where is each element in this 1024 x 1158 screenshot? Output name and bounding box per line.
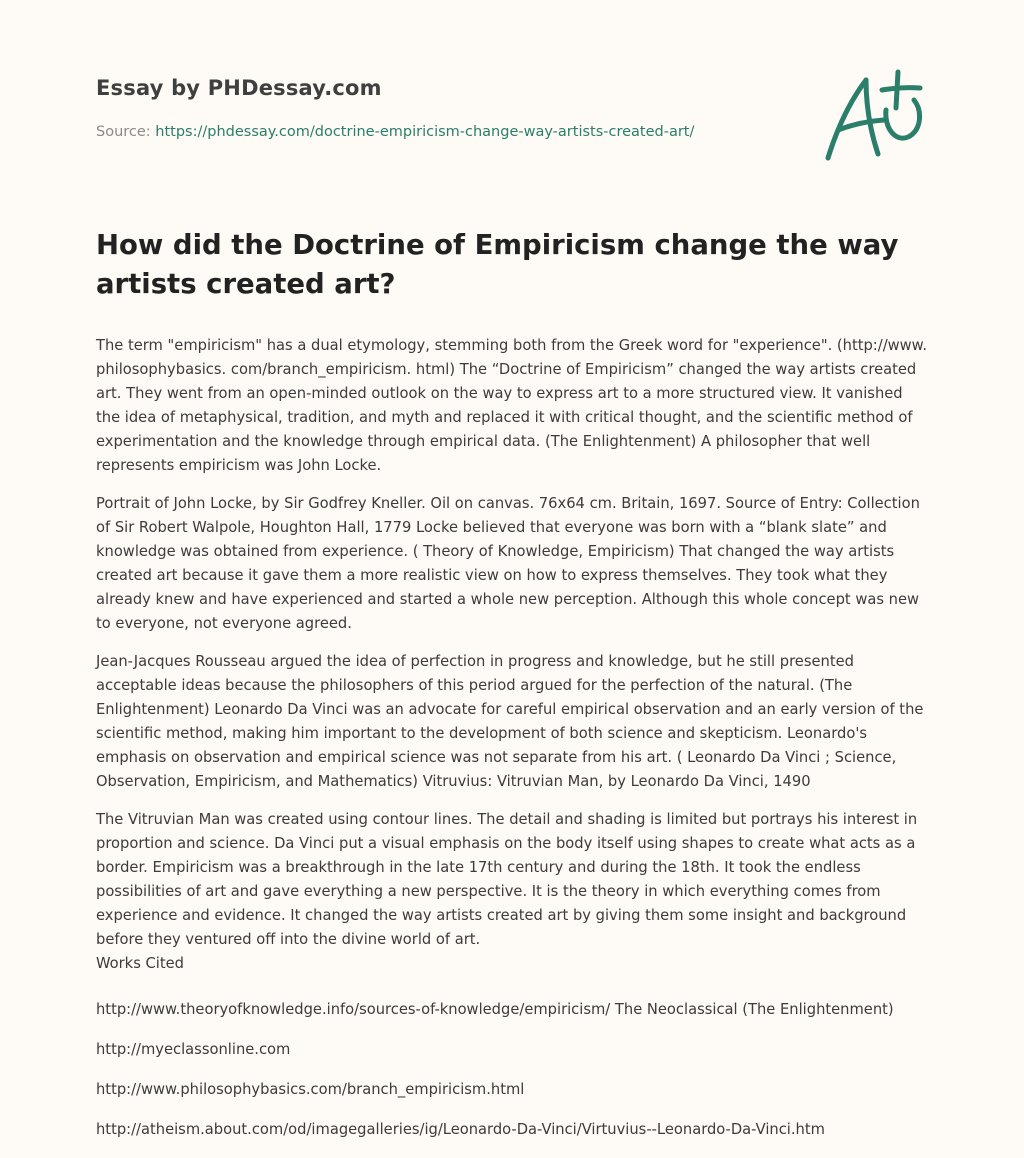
works-cited-item: http://atheism.about.com/od/imagegalleries/ig/Leonardo-Da-Vinci/Virtuvius--Leonardo-Da-Vinci.htm	[96, 1121, 825, 1138]
essay-paragraph: Portrait of John Locke, by Sir Godfrey Kneller. Oil on canvas. 76x64 cm. Britain, 1697. Source of Entry: Collection of Sir Robert Walpole, Houghton Hall, 1779 Locke believed that everyone was born with a “blank slate” and knowledge was obtained from experience. ( Theory of Knowledge, Empiricism) That changed the way artists created art because it gave them a more realistic view on how to express themselves. They took what they already knew and have experienced and started a whole new perception. Although this whole concept was new to everyone, not everyone agreed.	[96, 495, 920, 632]
source-line	[96, 124, 694, 140]
essay-paragraph: The term "empiricism" has a dual etymology, stemming both from the Greek word for "experience". (http://www. philosophybasics. com/branch_empiricism. html) The “Doctrine of Empiricism” changed the way artists created art. They went from an open-minded outlook on the way to express art to a more structured view. It vanished the idea of metaphysical, tradition, and myth and replaced it with critical thought, and the scientific method of experimentation and the knowledge through empirical data. (The Enlightenment) A philosopher that well represents empiricism was John Locke.	[96, 337, 928, 474]
works-cited-item: http://www.theoryofknowledge.info/sources-of-knowledge/empiricism/ The Neoclassical (The Enlightenment)	[96, 1001, 894, 1018]
essay-paragraph: The Vitruvian Man was created using contour lines. The detail and shading is limited but portrays his interest in proportion and science. Da Vinci put a visual emphasis on the body itself using shapes to create what acts as a border. Empiricism was a breakthrough in the late 17th century and during the 18th. It took the endless possibilities of art and gave everything a new perspective. It is the theory in which everything comes from experience and evidence. It changed the way artists created art by giving them some insight and background before they ventured off into the divine world of art.	[96, 811, 918, 948]
a-plus-logo	[818, 66, 930, 166]
logo-a-left-stroke	[828, 80, 866, 158]
works-cited-heading: Works Cited	[96, 955, 184, 972]
works-cited-item: http://myeclassonline.com	[96, 1041, 291, 1058]
essay-title: How did the Doctrine of Empiricism change the way artists created art?	[96, 229, 899, 300]
logo-plus-horizontal	[882, 88, 920, 90]
essay-body	[96, 334, 928, 1158]
source-label: Source:	[96, 124, 156, 140]
site-brand: Essay by PHDessay.com	[96, 76, 382, 100]
logo-a-crossbar	[838, 120, 884, 130]
logo-plus-hook	[886, 100, 920, 138]
source-link[interactable]: https://phdessay.com/doctrine-empiricism-change-way-artists-created-art/	[155, 124, 695, 140]
works-cited-item: http://www.philosophybasics.com/branch_empiricism.html	[96, 1081, 525, 1098]
logo-a-right-stroke	[866, 80, 878, 154]
essay-paragraph: Jean-Jacques Rousseau argued the idea of perfection in progress and knowledge, but he still presented acceptable ideas because the philosophers of this period argued for the perfection of the natural. (The Enlightenment) Leonardo Da Vinci was an advocate for careful empirical observation and an early version of the scientific method, making him important to the development of both science and skepticism. Leonardo's emphasis on observation and empirical science was not separate from his art. ( Leonardo Da Vinci ; Science, Observation, Empiricism, and Mathematics) Vitruvius: Vitruvian Man, by Leonardo Da Vinci, 1490	[96, 653, 924, 790]
